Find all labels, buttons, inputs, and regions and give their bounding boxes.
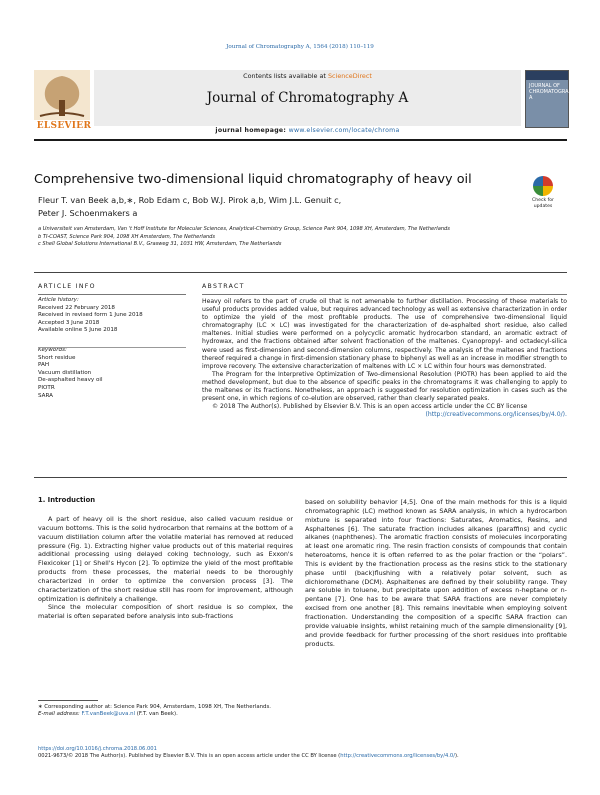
- email-line: [38, 711, 293, 718]
- abstract-body: [202, 298, 567, 419]
- check-updates-icon: [533, 176, 553, 196]
- body-paragraph: based on solubility behavior [4,5]. One of the main methods for this is a liquid chromatographic (LC) method known as SARA analysis, in which a hydrocarbon mixture is separated into four fractions: Saturates, Aromatics, Resins, and Asphaltenes [6]. The saturate fraction includes alkanes (paraffins) and cyclic alkanes (naphthenes). The aromatic fraction consists of molecules incorporating at least one aromatic ring. The resin fraction consists of compounds that contain heteroatoms, hence it is often referred to as the polar fraction or the “polars”. This is evident by the fractionation process as the resins stick to the stationary phase until (back)flushing with a relatively polar solvent, such as dichloromethane (DCM). Asphaltenes are defined by their solubility range. They are soluble in toluene, but precipitate upon addition of excess n-heptane or n-pentane [7]. One has to be aware that SARA fractions are never completely excised from one another [8]. This remains inevitable when employing solvent fractionation. Understanding the composition of a specific SARA fraction can provide valuable insights, whilst retaining much of the sample dimensionality [9], and provide feedback for further processing of the short residues into profitable products.: [305, 498, 567, 648]
- affiliation-c: c Shell Global Solutions International B.V., Grasweg 31, 1031 HW, Amsterdam, The Netherlands: [38, 241, 282, 248]
- affiliations: [38, 226, 508, 249]
- history-item: Received 22 February 2018: [38, 304, 115, 311]
- affiliation-b: b TI-COAST, Science Park 904, 1098 XH Amsterdam, The Netherlands: [38, 233, 216, 240]
- issn-text: 0021-9673/© 2018 The Author(s). Published by Elsevier B.V. This is an open access article under the CC BY license (: [38, 753, 341, 760]
- cover-line3: A: [529, 95, 533, 101]
- article-info: [38, 297, 186, 400]
- keywords-label: Keywords:: [38, 346, 67, 353]
- publisher-name: ELSEVIER: [36, 121, 92, 131]
- journal-homepage: [94, 127, 521, 134]
- elsevier-tree-logo: [34, 70, 90, 128]
- article-title: Comprehensive two-dimensional liquid chromatography of heavy oil: [34, 172, 472, 187]
- keyword: PAH: [38, 362, 50, 369]
- license-statement: © 2018 The Author(s). Published by Elsevier B.V. This is an open access article under the CC BY license: [212, 403, 528, 411]
- abstract-heading: ABSTRACT: [202, 283, 245, 290]
- homepage-url[interactable]: www.elsevier.com/locate/chroma: [288, 127, 400, 134]
- check-for-updates-badge[interactable]: [525, 176, 561, 216]
- issn-end: ).: [454, 753, 459, 760]
- check-updates-line2: updates: [533, 203, 553, 209]
- check-updates-line1: Check for: [532, 198, 554, 203]
- cover-line1: JOURNAL OF: [529, 83, 560, 89]
- affiliation-a: a Universiteit van Amsterdam, Van 't Hoff Institute for Molecular Sciences, Analytical-Chemistry Group, Science Park 904, 1098 XH, Amsterdam, The Netherlands: [38, 226, 450, 232]
- keyword: Short residue: [38, 354, 76, 361]
- body-paragraph: Since the molecular composition of short residue is so complex, the material is often separated before analysis into sub-fractions: [38, 603, 293, 621]
- abstract-paragraph-2: The Program for the Interpretive Optimization of Two-dimensional Resolution (PIOTR) has been applied to aid the method development, but due to the absence of specific peaks in the chromatograms it was challenging to apply to the maltenes or its fractions. Nonetheless, an approach is suggested for resolution optimization in cases such as the present one, in which regions of co-elution are observed, rather than clearly separated peaks.: [202, 370, 567, 403]
- footnote-rule: [38, 700, 98, 701]
- abstract-rule: [202, 294, 567, 295]
- sciencedirect-link[interactable]: ScienceDirect: [327, 72, 372, 80]
- article-info-rule: [38, 294, 186, 295]
- history-item: Received in revised form 1 June 2018: [38, 312, 143, 319]
- homepage-label: journal homepage:: [215, 127, 289, 134]
- corresponding-author-note: ∗ Corresponding author at: Science Park 904, Amsterdam, 1098 XH, The Netherlands.: [38, 704, 271, 710]
- cover-line2: CHROMATOGRAPHY: [529, 89, 579, 95]
- footnote: [38, 704, 293, 719]
- history-item: Available online 5 June 2018: [38, 327, 118, 334]
- doi-link[interactable]: https://doi.org/10.1016/j.chroma.2018.06.001: [38, 746, 157, 752]
- body-column-left: [38, 515, 293, 621]
- author-list: [38, 194, 518, 220]
- email-link[interactable]: F.T.vanBeek@uva.nl: [81, 711, 136, 718]
- authors-line2: Peter J. Schoenmakers a: [38, 208, 138, 218]
- affiliation-rule: [34, 272, 567, 273]
- authors-line1: Fleur T. van Beek a,b,∗, Rob Edam c, Bob W.J. Pirok a,b, Wim J.L. Genuit c,: [38, 195, 342, 205]
- article-info-heading: ARTICLE INFO: [38, 283, 96, 290]
- email-suffix: (F.T. van Beek).: [135, 711, 178, 718]
- journal-title: Journal of Chromatography A: [206, 90, 409, 106]
- issn-line: [38, 753, 568, 760]
- keywords-rule: [38, 347, 186, 348]
- contents-line: [94, 72, 521, 80]
- section-heading-introduction: 1. Introduction: [38, 496, 96, 504]
- header-rule: [34, 139, 567, 141]
- history-label: Article history:: [38, 297, 79, 303]
- contents-prefix: Contents lists available at: [243, 72, 328, 80]
- body-column-right: [305, 498, 567, 648]
- license-link[interactable]: (http://creativecommons.org/licenses/by/4.0/).: [425, 411, 567, 419]
- abstract-end-rule: [34, 477, 567, 478]
- keyword: PIOTR: [38, 384, 55, 391]
- citation-line[interactable]: Journal of Chromatography A, 1564 (2018) 110–119: [226, 44, 374, 50]
- footer-license-link[interactable]: http://creativecommons.org/licenses/by/4.0/: [340, 753, 455, 760]
- history-item: Accepted 3 June 2018: [38, 319, 100, 326]
- keyword: Vacuum distillation: [38, 369, 92, 376]
- keyword: SARA: [38, 392, 53, 399]
- journal-cover-thumbnail: [525, 70, 579, 128]
- body-paragraph: A part of heavy oil is the short residue, also called vacuum residue or vacuum bottoms. This is the solid hydrocarbon that remains at the bottom of a vacuum distillation column after the volatile material has removed at reduced pressure (Fig. 1). Extracting higher value products out of this material requires additional processing using delayed coking technology, such as Exxon's Flexicoker [1] or Shell's Hycon [2]. To optimize the yield of the most profitable products from these processes, the material needs to be thoroughly characterized in order to optimize the conversion process [3]. The characterization of the short residue still has room for improvement, although optimization is definitely a challenge.: [38, 515, 293, 603]
- email-label: E-mail address:: [38, 711, 82, 718]
- abstract-paragraph-1: Heavy oil refers to the part of crude oil that is not amenable to further distillation. Processing of these materials to useful products provides added value, but requires advanced technology as well as extensive characterization in order to optimize the yield of the most profitable products. The use of comprehensive two-dimensional liquid chromatography (LC × LC) was investigated for the characterization of de-asphalted short residue, also called maltenes. Initial studies were performed on a polycyclic aromatic hydrocarbon standard, an aromatic extract of hydrowax, and the fractions obtained after solvent fractionation of the maltenes. Cyanopropyl- and octadecyl-silica were used as first-dimension and second-dimension columns, respectively. The analysis of the maltenes and fractions thereof required a change in first-dimension stationary phase to biphenyl as well as an increase in modifier strength to improve recovery. The extensive characterization of maltenes with LC × LC within four hours was demonstrated.: [202, 298, 567, 370]
- page-footer: [38, 746, 568, 761]
- keyword: De-asphalted heavy oil: [38, 377, 103, 384]
